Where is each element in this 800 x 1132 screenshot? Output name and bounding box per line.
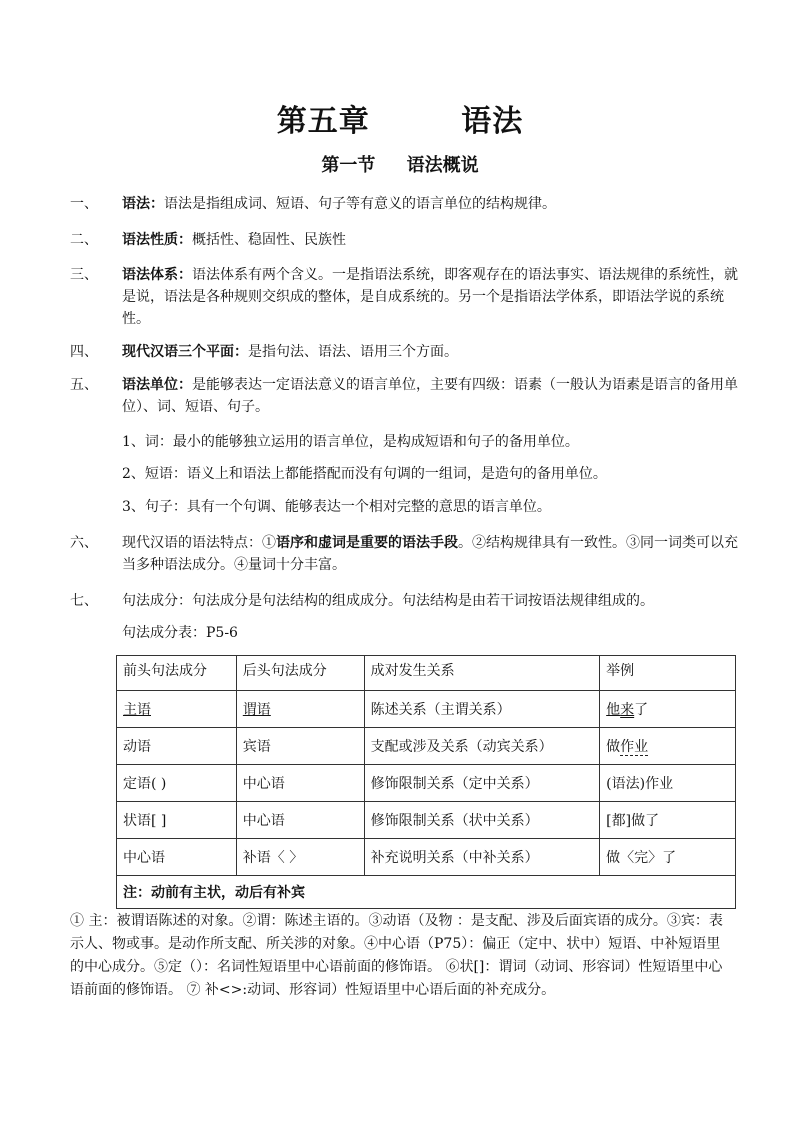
table-cell: 中心语 xyxy=(236,765,364,802)
table-cell: 支配或涉及关系（动宾关系） xyxy=(364,728,600,765)
item-number: 三、 xyxy=(70,267,98,283)
example-verb: 做 xyxy=(606,739,621,755)
table-cell: 中心语 xyxy=(236,802,364,839)
section-name: 语法概说 xyxy=(406,155,479,176)
table-cell xyxy=(600,728,736,765)
cell-text: 谓语 xyxy=(242,702,271,718)
item-term: 语法： xyxy=(122,196,164,212)
table-cell: 状语[ ] xyxy=(117,802,237,839)
example-particle: 了 xyxy=(634,702,649,718)
section-number: 第一节 xyxy=(321,155,376,176)
sub-item-sentence: 3、句子：具有一个句调、能够表达一个相对完整的意思的语言单位。 xyxy=(122,499,551,515)
table-header-cell: 后头句法成分 xyxy=(236,656,364,691)
item-text: 语法体系有两个含义。一是指语法系统，即客观存在的语法事实、语法规律的系统性，就是说，语法是各种规则交织成的整体，是自成系统的。另一个是指语法学体系，即语法学说的系统性。 xyxy=(122,267,738,327)
chapter-number: 第五章 xyxy=(276,104,370,139)
item-text: 是指句法、语法、语用三个方面。 xyxy=(248,344,458,360)
item-text: 概括性、稳固性、民族性 xyxy=(192,232,346,248)
cell-text: 主语 xyxy=(123,702,151,718)
table-header-cell: 成对发生关系 xyxy=(364,656,600,691)
item-term: 语法单位： xyxy=(122,377,192,393)
footnote: ① 主：被谓语陈述的对象。②谓：陈述主语的。③动语（及物 ：是支配、涉及后面宾语的成分。③宾：表示人、物或事。是动作所支配、所关涉的对象。④中心语（P75）：偏正（定中、状中）短语、中补短语里的中心成分。⑤定（）：名词性短语里中心语前面的修饰语。 ⑥状[]：谓词（动词、形容词）性短语里中心语前面的修饰语。 ⑦ 补<>:动词、形容词）性短语里中心语后面的补充成分。 xyxy=(70,913,723,998)
example-object: 作业 xyxy=(620,739,649,755)
item-number: 二、 xyxy=(70,232,98,248)
item-emphasis: 语序和虚词是重要的语法手段 xyxy=(276,535,458,551)
syntax-component-table xyxy=(116,655,736,909)
table-cell: 做〈完〉了 xyxy=(600,839,736,876)
table-note-row xyxy=(117,876,736,909)
chapter-title xyxy=(0,96,800,140)
example-predicate: 来 xyxy=(620,702,635,718)
table-cell: 修饰限制关系（状中关系） xyxy=(364,802,600,839)
table-row xyxy=(117,691,736,728)
item-text: 现代汉语的语法特点：① xyxy=(122,535,276,551)
item-term: 语法性质： xyxy=(122,232,192,248)
item-number: 四、 xyxy=(70,344,98,360)
item-number: 六、 xyxy=(70,535,98,551)
item-text: 语法是指组成词、短语、句子等有意义的语言单位的结构规律。 xyxy=(164,196,556,212)
item-number: 五、 xyxy=(70,377,98,393)
table-cell xyxy=(600,691,736,728)
table-row xyxy=(117,839,736,876)
table-header-cell: 前头句法成分 xyxy=(117,656,237,691)
item-term: 现代汉语三个平面： xyxy=(122,344,248,360)
table-cell: [都]做了 xyxy=(600,802,736,839)
table-cell: 中心语 xyxy=(117,839,237,876)
item-number: 七、 xyxy=(70,593,98,609)
table-note: 注：动前有主状，动后有补宾 xyxy=(117,876,736,909)
table-row xyxy=(117,765,736,802)
table-header-cell: 举例 xyxy=(600,656,736,691)
section-title xyxy=(0,151,800,177)
item-number: 一、 xyxy=(70,196,98,212)
table-cell: 宾语 xyxy=(236,728,364,765)
table-cell: 补充说明关系（中补关系） xyxy=(364,839,600,876)
chapter-name: 语法 xyxy=(461,104,524,139)
table-cell: 补语〈 〉 xyxy=(236,839,364,876)
table-cell xyxy=(236,691,364,728)
item-text: 句法成分：句法成分是句法结构的组成成分。句法结构是由若干词按语法规律组成的。 xyxy=(122,593,654,609)
table-cell xyxy=(117,691,237,728)
example-subject: 他 xyxy=(606,702,621,718)
table-cell: 定语( ) xyxy=(117,765,237,802)
item-text: 是能够表达一定语法意义的语言单位，主要有四级：语素（一般认为语素是语言的备用单位）、词、短语、句子。 xyxy=(122,377,738,415)
item-term: 语法体系： xyxy=(122,267,192,283)
item-text: 。②结构规律具有一致性。③同一词类可以充当多种语法成分。④量词十分丰富。 xyxy=(122,535,738,573)
table-header-row xyxy=(117,656,736,691)
table-caption: 句法成分表：P5-6 xyxy=(122,625,238,641)
table-cell: 修饰限制关系（定中关系） xyxy=(364,765,600,802)
table-cell: 陈述关系（主谓关系） xyxy=(364,691,600,728)
table-row xyxy=(117,728,736,765)
sub-item-phrase: 2、短语：语义上和语法上都能搭配而没有句调的一组词，是造句的备用单位。 xyxy=(122,466,607,482)
sub-item-word: 1、词：最小的能够独立运用的语言单位，是构成短语和句子的备用单位。 xyxy=(122,434,579,450)
table-cell: (语法)作业 xyxy=(600,765,736,802)
table-row xyxy=(117,802,736,839)
table-cell: 动语 xyxy=(117,728,237,765)
